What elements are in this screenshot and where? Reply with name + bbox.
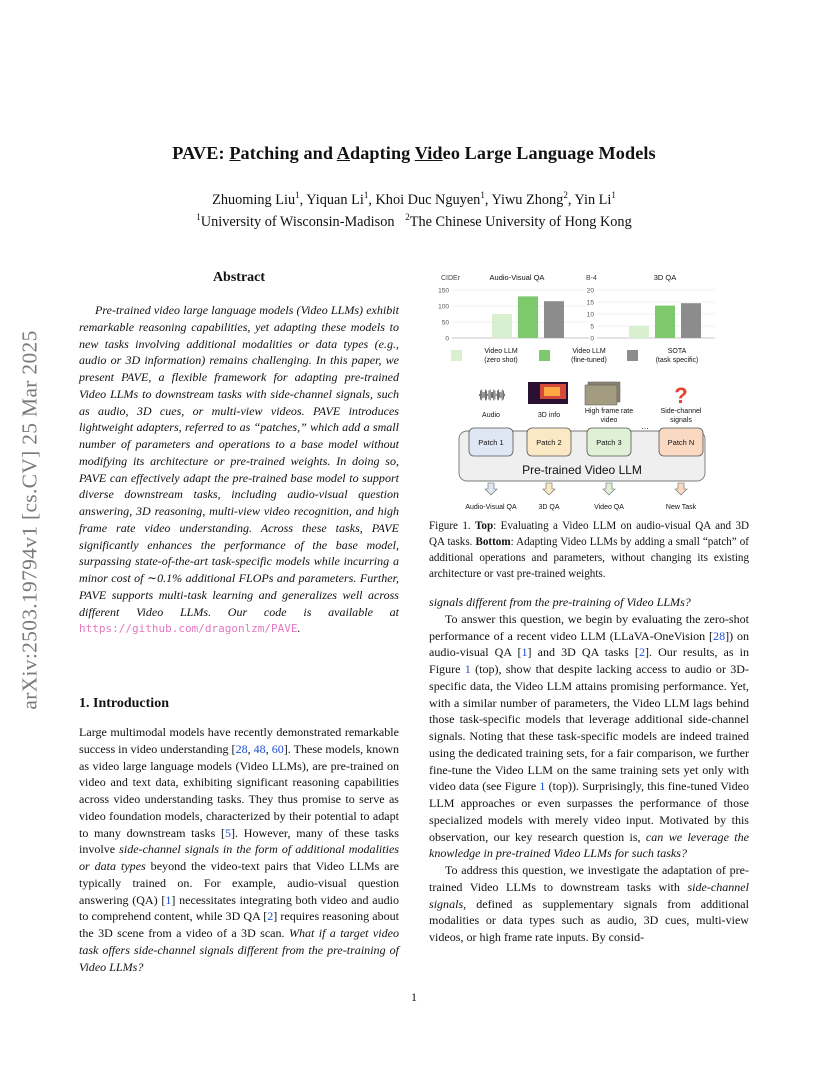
patch-label: Patch 2 <box>536 438 562 447</box>
waveform-bar <box>491 392 492 398</box>
down-arrow-icon <box>543 483 555 495</box>
waveform-bar <box>490 390 491 401</box>
waveform-bar <box>480 390 481 399</box>
chart-title: 3D QA <box>653 273 677 282</box>
video-frame-icon <box>585 385 617 405</box>
depth-image-core <box>544 387 560 396</box>
waveform-bar <box>492 392 493 398</box>
abstract-heading: Abstract <box>212 270 266 285</box>
bar-3 <box>544 301 564 338</box>
author-list: Zhuoming Liu$^1$, Yiquan Li$^1$, Khoi Duc Nguyen$^1$, Yiwu Zhong$^2$, Yin Li$^1$ <box>212 190 616 208</box>
y-axis-label: CIDEr <box>441 275 461 282</box>
abstract-body: Pre-trained video large language models (Video LLMs) exhibit remarkable reasoning capabilities, yet adapting these models to new tasks involving additional modalities or data types (e.g., audio or 3D information) remains challenging. In this paper, we present PAVE, a flexible framework for adapting pre-trained Video LLMs to downstream tasks with side-channel signals, such as audio, 3D cues, or multi-view videos. PAVE introduces lightweight adapters, referred to as “patches,” which add a small number of parameters and operations to a base model without modifying its architecture or pre-trained weights. In doing so, PAVE can effectively adapt the pre-trained base model to support diverse downstream tasks, including audio-visual question answering, 3D reasoning, multi-view video recognition, and high frame rate video understanding. Across these tasks, PAVE significantly enhances the performance of the base model, surpassing state-of-the-art task-specific models while incurring a minor cost of ∼0.1% additional FLOPs and parameters. Further, PAVE supports multi-task learning and generalizes well across different Video LLMs. Our code is available at https://github.com/dragonlzm/PAVE. <box>79 303 399 636</box>
section-heading-introduction: 1. Introduction <box>79 696 169 711</box>
arxiv-stamp: arXiv:2503.19794v1 [cs.CV] 25 Mar 2025 <box>17 330 42 710</box>
figure-1 <box>429 268 749 518</box>
waveform-bar <box>501 392 502 398</box>
waveform-bar <box>483 392 484 398</box>
waveform-bar <box>485 390 486 401</box>
input-label: video <box>600 417 618 424</box>
waveform-bar <box>495 391 496 400</box>
y-tick-label: 150 <box>438 287 449 295</box>
citation-link[interactable]: 2 <box>267 909 274 924</box>
y-tick-label: 0 <box>590 335 594 343</box>
waveform-bar <box>481 390 482 401</box>
output-label: Audio-Visual QA <box>465 504 517 511</box>
citation-link[interactable]: 28 <box>713 628 726 643</box>
waveform-bar <box>496 394 497 396</box>
patch-label: Patch 1 <box>478 438 504 447</box>
chart-2 <box>586 273 715 343</box>
citation-link[interactable]: 60 <box>271 741 284 756</box>
waveform-bar <box>489 390 490 399</box>
waveform-bar <box>493 390 494 401</box>
legend-swatch <box>451 350 462 361</box>
figure-1-graphic <box>429 268 749 518</box>
y-tick-label: 0 <box>445 335 449 343</box>
question-mark-icon: ? <box>674 383 688 408</box>
right-column-body: signals different from the pre-training of Video LLMs? To answer this question, we begin by evaluating the zero-shot performance of a recent video LLM (LLaVA-OneVision [28]) on audio-visual QA [1] and 3D QA tasks [2]. Our results, as in Figure 1 (top), show that despite lacking access to audio or 3D-specific data, the Video LLM attains promising performance. Yet, with a similar number of parameters, the Video LLM lags behind those task-specific models that leverage additional side-channel signals. Noting that these task-specific models are indeed trained using the dedicated training sets, for a fair comparison, we further fine-tune the Video LLM on the same training sets yet only with video data (see Figure 1 (top)). Surprisingly, this fine-tuned Video LLM approaches or even surpasses the performance of those specialized models with merely video input. Motivated by this observation, our key research question is, can we leverage the knowledge in pre-trained Video LLMs for such tasks? To address this question, we investigate the adaptation of pre-trained Video LLMs to downstream tasks with side-channel signals, defined as supplementary signals from additional modalities or data types such as audio, 3D cues, multi-view videos, or high frame rate inputs. By consid- <box>429 595 750 944</box>
citation-link[interactable]: 2 <box>638 645 645 660</box>
patch-diagram <box>459 382 705 511</box>
citation-link[interactable]: 1 <box>165 892 172 907</box>
input-label: Side-channel <box>660 408 702 415</box>
ellipsis: ... <box>641 421 649 431</box>
chart-1 <box>438 273 589 343</box>
waveform-bar <box>503 391 504 400</box>
bar-1 <box>492 314 512 338</box>
legend-label: (fine-tuned) <box>571 357 607 364</box>
bar-charts <box>438 273 715 343</box>
waveform-bar <box>504 394 505 396</box>
waveform-icon <box>479 390 505 401</box>
output-label: Video QA <box>594 504 624 511</box>
bar-2 <box>655 306 675 338</box>
bar-1 <box>629 326 649 338</box>
waveform-bar <box>502 390 503 401</box>
patch-label: Patch 3 <box>596 438 622 447</box>
y-tick-label: 20 <box>586 287 594 295</box>
y-tick-label: 5 <box>590 323 594 331</box>
legend-label: (zero shot) <box>484 357 518 364</box>
bar-3 <box>681 303 701 338</box>
legend-label: SOTA <box>667 348 687 355</box>
legend-label: (task specific) <box>655 357 699 364</box>
legend-label: Video LLM <box>484 348 518 355</box>
down-arrow-icon <box>675 483 687 495</box>
input-label: Audio <box>482 412 500 419</box>
waveform-bar <box>479 394 480 396</box>
affiliations: $^1$University of Wisconsin-Madison $^2$The Chinese University of Hong Kong <box>196 212 632 230</box>
base-model-label: Pre-trained Video LLM <box>522 463 642 477</box>
waveform-bar <box>484 392 485 398</box>
output-label: New Task <box>665 504 697 511</box>
bar-2 <box>518 296 538 338</box>
y-tick-label: 10 <box>586 311 594 319</box>
figure-link[interactable]: 1 <box>539 779 546 794</box>
y-tick-label: 100 <box>438 303 449 311</box>
input-label: High frame rate <box>584 408 634 415</box>
citation-link[interactable]: 28 <box>235 741 248 756</box>
legend-swatch <box>539 350 550 361</box>
code-link[interactable]: https://github.com/dragonlzm/PAVE <box>79 622 298 636</box>
introduction-body: Large multimodal models have recently demonstrated remarkable success in video understanding [28, 48, 60]. These models, known as video large language models (Video LLMs), are pre-trained on video and text data, exhibiting significant reasoning capabilities across video understanding tasks. They thus promise to serve as video foundation models, characterized by their potential to adapt to many downstream tasks [5]. However, many of these tasks involve side-channel signals in the form of additional modalities or data types beyond the video-text pairs that Video LLMs are typically trained on. For example, audio-visual question answering (QA) [1] necessitates integrating both video and audio to comprehend content, while 3D QA [2] requires reasoning about the 3D scene from a video of a 3D scan. What if a target video task offers side-channel signals different from the pre-training of Video LLMs? <box>79 725 400 974</box>
waveform-bar <box>498 390 499 401</box>
figure-1-caption: Figure 1. Top: Evaluating a Video LLM on audio-visual QA and 3D QA tasks. Bottom: Adapting Video LLMs by adding a small “patch” of additional operations and parameters, without changing its existing architecture or vast pre-trained weights. <box>429 520 749 581</box>
waveform-bar <box>499 392 500 398</box>
paper-title: PAVE: Patching and Adapting Video Large Language Models <box>172 143 656 163</box>
waveform-bar <box>487 394 488 396</box>
input-label: 3D info <box>537 412 561 419</box>
patch-label: Patch N <box>667 438 695 447</box>
citation-link[interactable]: 48 <box>253 741 266 756</box>
figure-link[interactable]: 1 <box>464 662 471 676</box>
chart-title: Audio-Visual QA <box>489 273 545 282</box>
waveform-bar <box>497 390 498 399</box>
citation-link[interactable]: 5 <box>225 825 232 840</box>
legend-label: Video LLM <box>572 348 606 355</box>
legend-swatch <box>627 350 638 361</box>
y-tick-label: 50 <box>441 319 449 327</box>
output-label: 3D QA <box>538 504 560 511</box>
y-axis-label: B-4 <box>586 275 597 282</box>
y-tick-label: 15 <box>586 299 594 307</box>
input-label: signals <box>670 417 692 424</box>
waveform-bar <box>486 391 487 400</box>
down-arrow-icon <box>603 483 615 495</box>
citation-link[interactable]: 1 <box>521 645 528 660</box>
down-arrow-icon <box>485 483 497 495</box>
chart-legend <box>451 348 698 364</box>
page-number: 1 <box>411 990 417 1004</box>
